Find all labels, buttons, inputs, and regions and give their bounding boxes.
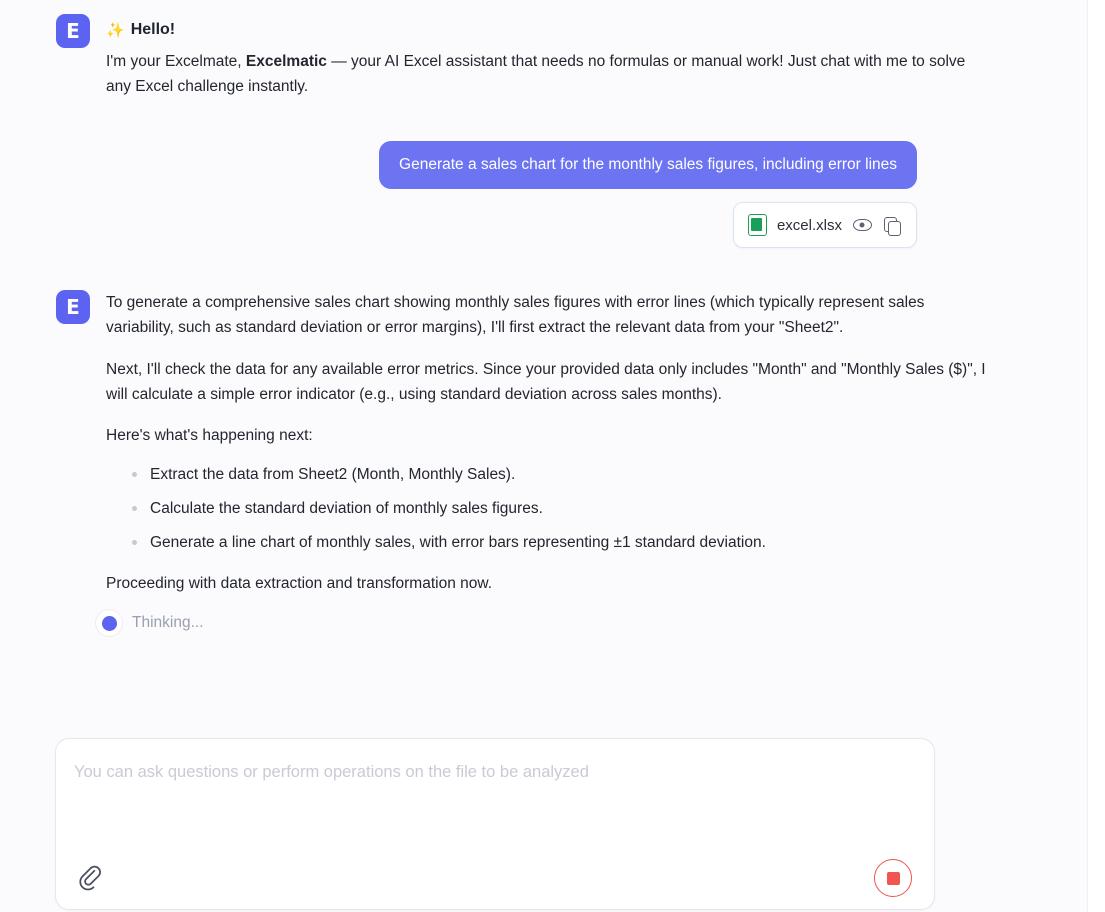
user-message-bubble: Generate a sales chart for the monthly sales figures, including error lines (379, 141, 917, 189)
assistant-reply-body (106, 290, 986, 636)
preview-file-button[interactable] (852, 215, 872, 235)
greeting-title-text: Hello! (130, 21, 176, 38)
sparkle-icon: ✨ (106, 22, 125, 39)
list-item: Calculate the standard deviation of monthly sales figures. (132, 496, 986, 521)
assistant-avatar: E (56, 14, 90, 48)
stop-generation-button[interactable] (874, 859, 912, 897)
user-message-row (0, 141, 1087, 189)
thinking-status (96, 610, 986, 636)
attach-file-button[interactable] (76, 865, 106, 895)
list-item: Extract the data from Sheet2 (Month, Monthly Sales). (132, 462, 986, 487)
reply-steps-list (106, 462, 986, 555)
assistant-greeting-message (0, 14, 1087, 115)
thinking-spinner-icon (96, 610, 122, 636)
greeting-title (106, 21, 986, 39)
list-item: Generate a line chart of monthly sales, with error bars representing ±1 standard deviation. (132, 530, 986, 555)
composer-placeholder[interactable]: You can ask questions or perform operations on the file to be analyzed (74, 763, 589, 781)
stop-icon (887, 872, 900, 885)
greeting-body (106, 14, 986, 115)
copy-file-button[interactable] (882, 215, 902, 235)
assistant-reply-message (0, 290, 1087, 636)
copy-icon (884, 217, 900, 234)
attachment-row (0, 202, 1087, 248)
greeting-intro-prefix: I'm your Excelmate, (106, 53, 246, 70)
reply-closing-text: Proceeding with data extraction and transformation now. (106, 575, 493, 593)
attachment-chip[interactable] (733, 202, 917, 248)
reply-paragraph-1: To generate a comprehensive sales chart showing monthly sales figures with error lines (which typically represent sales variability, such as standard deviation or error margins), I'll first extract the relevant data from your "Sheet2". (106, 294, 925, 337)
thinking-status-text: Thinking... (132, 614, 204, 632)
message-composer[interactable] (55, 738, 935, 910)
excel-file-icon (748, 214, 767, 236)
reply-paragraph-3: Here's what's happening next: (106, 426, 313, 444)
attachment-file-name: excel.xlsx (776, 216, 842, 234)
reply-paragraph-2: Next, I'll check the data for any available error metrics. Since your provided data only includes "Month" and "Monthly Sales ($)", I will calculate a simple error indicator (e.g., using standard deviation across sales months). (106, 360, 986, 403)
assistant-avatar-reply: E (56, 290, 90, 324)
right-edge-strip (1087, 0, 1105, 912)
greeting-intro-suffix: — your AI Excel assistant that needs no formulas or manual work! Just chat with me to solve any Excel challenge instantly. (106, 53, 966, 96)
eye-icon (853, 219, 872, 231)
greeting-brand-name: Excelmatic (245, 53, 327, 70)
greeting-paragraph (106, 49, 986, 99)
